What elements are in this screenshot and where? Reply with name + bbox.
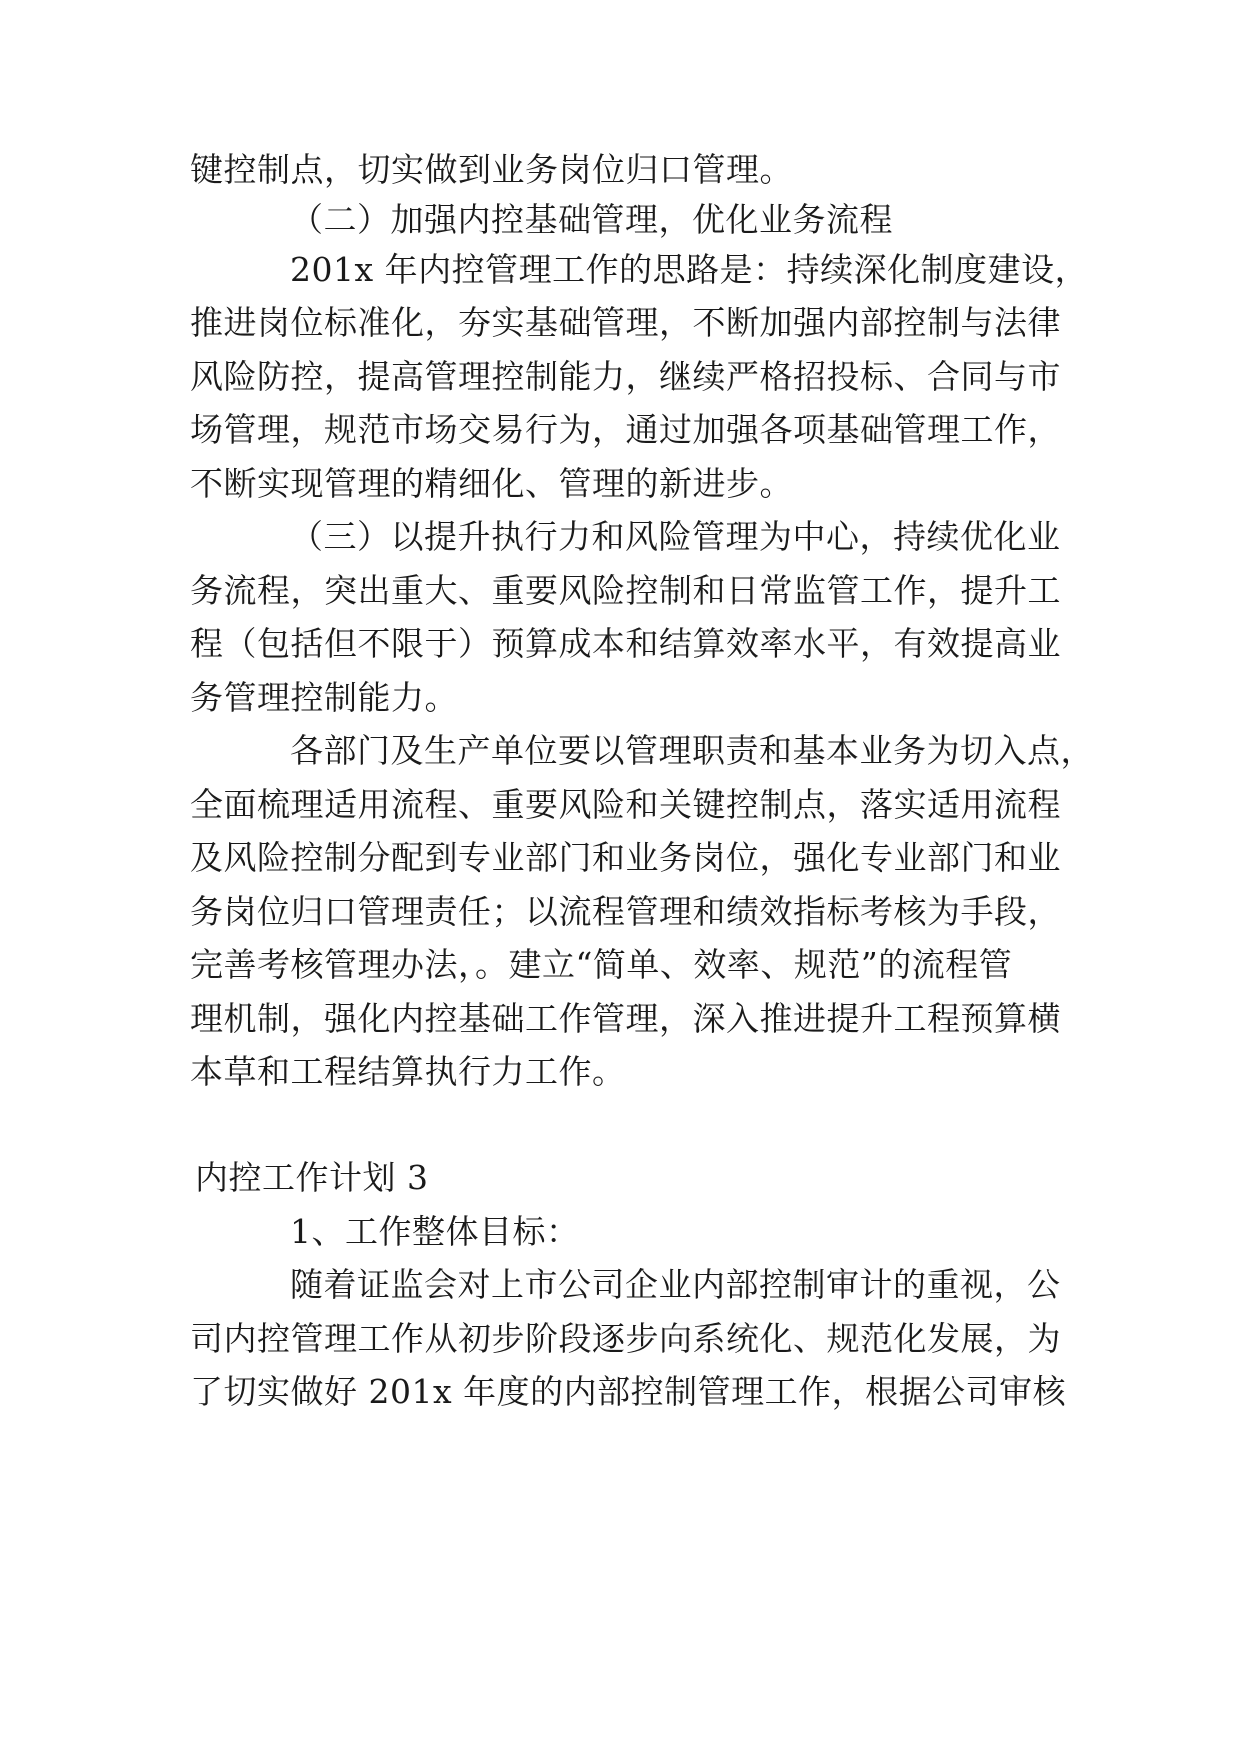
section-heading: （三）以提升执行力和风险管理为中心，持续优化业 bbox=[290, 517, 1061, 556]
text-line: 务流程，突出重大、重要风险控制和日常监管工作，提升工 bbox=[190, 571, 1061, 610]
section-heading: 1、工作整体目标： bbox=[290, 1212, 580, 1251]
text-line: 推进岗位标准化，夯实基础管理，不断加强内部控制与法律 bbox=[190, 303, 1061, 342]
text-line: 务岗位归口管理责任；以流程管理和绩效指标考核为手段， bbox=[190, 892, 1061, 931]
text-line: 风险防控，提高管理控制能力，继续严格招投标、合同与市 bbox=[190, 357, 1061, 396]
text-line: 全面梳理适用流程、重要风险和关键控制点，落实适用流程 bbox=[190, 785, 1061, 824]
text-line: 理机制，强化内控基础工作管理，深入推进提升工程预算横 bbox=[190, 999, 1061, 1038]
plan-title: 内控工作计划 3 bbox=[195, 1158, 429, 1197]
text-line: 及风险控制分配到专业部门和业务岗位，强化专业部门和业 bbox=[190, 838, 1061, 877]
text-line: 务管理控制能力。 bbox=[190, 678, 458, 717]
text-line: 不断实现管理的精细化、管理的新进步。 bbox=[190, 464, 793, 503]
text-line: 了切实做好 201x 年度的内部控制管理工作，根据公司审核 bbox=[190, 1372, 1067, 1411]
text-line: 场管理，规范市场交易行为，通过加强各项基础管理工作， bbox=[190, 410, 1061, 449]
text-line: 各部门及生产单位要以管理职责和基本业务为切入点， bbox=[290, 731, 1094, 770]
text-line: 随着证监会对上市公司企业内部控制审计的重视，公 bbox=[290, 1265, 1061, 1304]
section-heading: （二）加强内控基础管理，优化业务流程 bbox=[290, 200, 893, 239]
text-line: 司内控管理工作从初步阶段逐步向系统化、规范化发展，为 bbox=[190, 1319, 1061, 1358]
text-line: 完善考核管理办法，。建立“简单、效率、规范”的流程管 bbox=[190, 945, 1013, 984]
text-line: 本草和工程结算执行力工作。 bbox=[190, 1052, 626, 1091]
text-line: 键控制点，切实做到业务岗位归口管理。 bbox=[190, 150, 793, 189]
text-line: 程（包括但不限于）预算成本和结算效率水平，有效提高业 bbox=[190, 624, 1061, 663]
text-line: 201x 年内控管理工作的思路是：持续深化制度建设， bbox=[290, 250, 1089, 289]
